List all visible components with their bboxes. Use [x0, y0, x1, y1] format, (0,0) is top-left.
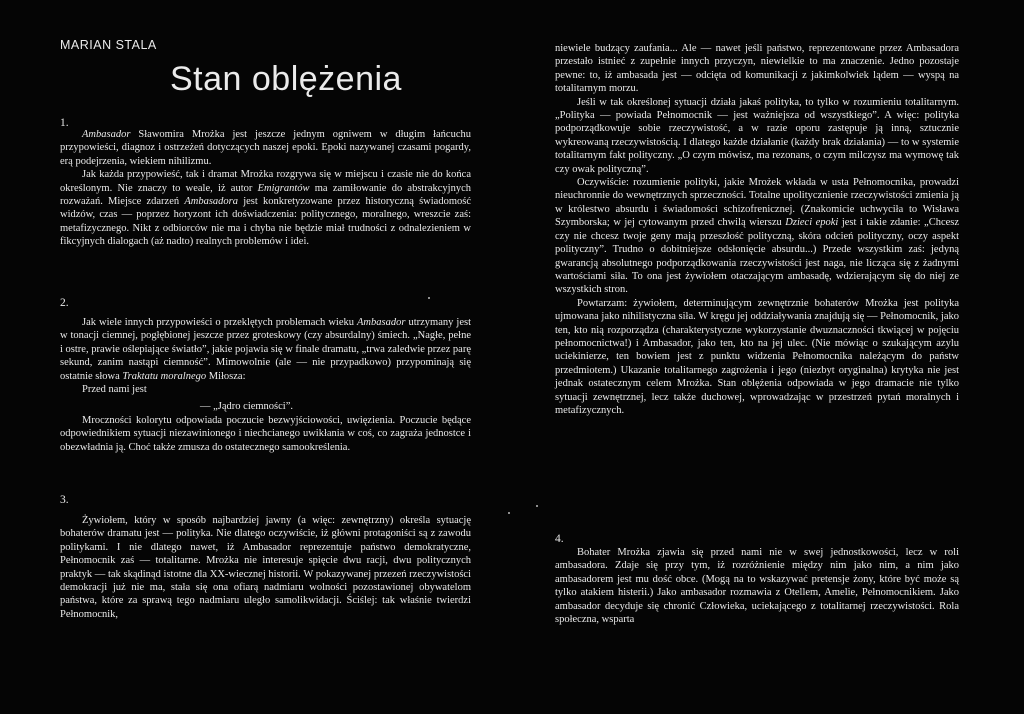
section-number-4: 4.	[555, 533, 564, 545]
section-4-text	[555, 546, 959, 626]
paragraph: Powtarzam: żywiołem, determinującym zewnętrznie bohaterów Mrożka jest polityka ujmowana jako nihilistyczna siła. W kręgu jej oddziaływania znajdują się — Pełnomocnik, jako ten, kto nią rozporządza (charakterystyczne wykorzystanie dwuznaczności tkwiącej w pojęciu pełnomocnictwa!) i Ambasador, jako ten, kto na jej ulec. (Nie mówiąc o szukającym azylu uciekinierze, ten bowiem jest z punktu widzenia Pełnomocnika należącym do państw przedmiotem.) Ukazanie totalitarnego zagrożenia i jego (niezbyt oryginalna) krytyka nie jest jednak ostatecznym celem Mrożka. Stan oblężenia odpowiada w jego dramacie nie tylko sytuacji zewnętrznej, lecz także duchowej, wprowadzając w przestrzeń pytań moralnych i metafizycznych.	[555, 297, 959, 416]
section-1-text	[60, 128, 471, 249]
paragraph: Mroczności kolorytu odpowiada poczucie bezwyjściowości, uwięzienia. Poczucie będące odpowiednikiem sytuacji niezawinionego i niechcianego uwikłania w coś, co zagraża jednostce i obezwładnia ją. Choć także zmusza do ostatecznego samookreślenia.	[60, 414, 471, 453]
quote-line: — „Jądro ciemności”.	[200, 401, 294, 413]
paragraph: Jak każda przypowieść, tak i dramat Mrożka rozgrywa się w miejscu i czasie nie do końca określonym. Nie znaczy to weale, iż autor Emigrantów ma zamiłowanie do abstrakcyjnych rozważań. Miejsce zdarzeń Ambasadora jest konkretyzowane przez historyczną świadomość widzów, czas — poprzez horyzont ich doświadczenia: politycznego, moralnego, wreszcie zaś: metafizycznego. Nikt z odbiorców nie ma i chyba nie będzie miał trudności z odnalezieniem w fikcyjnych dialogach (aż nadto) realnych problemów i idei.	[60, 169, 471, 248]
section-2-text	[60, 316, 471, 454]
right-text-top	[555, 42, 959, 417]
paragraph: Ambasador Sławomira Mrożka jest jeszcze jednym ogniwem w długim łańcuchu przypowieści, diagnoz i ostrzeżeń dotyczących naszej epoki. Epoki nazywanej czasami pogardy, erą podejrzenia, wiekiem nihilizmu.	[60, 129, 471, 167]
article-title: Stan oblężenia	[170, 60, 402, 98]
paragraph: Bohater Mrożka zjawia się przed nami nie w swej jednostkowości, lecz w roli ambasadora. Zdaje się przy tym, iż rozróżnienie między nim jako nim, a nim jako ambasadorem jest mu dość obce. (Mogą na to wskazywać pretensje żony, które być może są tylko atakiem histerii.) Jako ambasador rozmawia z Otellem, Amelie, Pełnomocnikiem. Jako ambasador decyduje się chronić Człowieka, uciekającego z totalitarnej rzeczywistości. Rola społeczna, wsparta	[555, 547, 959, 626]
section-number-3: 3.	[60, 494, 69, 506]
paragraph: Oczywiście: rozumienie polityki, jakie Mrożek wkłada w usta Pełnomocnika, prowadzi nieuchronnie do wewnętrznych sprzeczności. Totalne upolitycznienie rzeczywistości zmienia ją w królestwo absurdu i świadomości schizofrenicznej. (Znakomicie uchwyciła to Wisława Szymborska; w jej cytowanym przed chwilą wierszu Dzieci epoki jest i takie zdanie: „Chcesz czy nie chcesz twoje geny mają przeszłość polityczną, skóra odcień polityczny, oczy aspekt polityczny”. Trudno o dobitniejsze odsłonięcie absurdu...) Przede wszystkim zaś: jedyną gwarancją absolutnego podporządkowania rzeczywistości jest naga, nie licząca się z żadnymi wartościami siła. To ona jest żywiołem otaczającym ambasadę, wdzierającym się do niej ze wszystkich stron.	[555, 177, 960, 296]
paragraph: Jeśli w tak określonej sytuacji działa jakaś polityka, to tylko w rozumieniu totalitarnym. „Polityka — powiada Pełnomocnik — jest ważniejsza od wszystkiego”. A więc: polityka podporządkowuje sobie rzeczywistość, a w razie oporu zastępuje ją inną, sztucznie wykreowaną rzeczywistością. I dlatego każde działanie (każdy brak działania) — to w systemie totalitarnym fakt polityczny. „O czym mówisz, ma rezonans, o czym milczysz ma wymowę tak czy owak polityczną”.	[555, 96, 959, 175]
quote-line: Przed nami jest	[82, 384, 147, 396]
section-3-text	[60, 514, 471, 621]
section-number-1: 1.	[60, 117, 69, 129]
paragraph: Jak wiele innych przypowieści o przeklętych problemach wieku Ambasador utrzymany jest w tonacji ciemnej, pogłębionej jeszcze przez groteskowy (czy absurdalny) śmiech. „Nagłe, pełne i ostre, prawie oślepiające światło”, jakie pojawia się w finale dramatu, „trwa zaledwie przez parę sekund, zanim nastąpi ciemność”. Mimowolnie (ale — nie przypadkowo) przypominają się ostatnie słowa Traktatu moralnego Miłosza:	[60, 317, 471, 382]
section-number-2: 2.	[60, 297, 69, 309]
scan-speck	[428, 297, 430, 299]
scan-speck	[536, 505, 538, 507]
author-name: MARIAN STALA	[60, 38, 157, 52]
paragraph: niewiele budzący zaufania... Ale — nawet jeśli państwo, reprezentowane przez Ambasadora przestało istnieć z zupełnie innych przyczyn, niewielkie to ma znaczenie. Jedno pozostaje pewne: to, iż ambasada jest — odcięta od komunikacji z jakimkolwiek lądem — wyspą na totalitarnym morzu.	[555, 43, 959, 95]
paragraph: Żywiołem, który w sposób najbardziej jawny (a więc: zewnętrzny) określa sytuację bohaterów dramatu jest — polityka. Nie dlatego oczywiście, iż główni protagoniści są z zawodu politykami. I nie dlatego nawet, iż Ambasador reprezentuje państwo demokratyczne, Pełnomocnik zaś — totalitarne. Mrożka nie interesuje spięcie dwu racji, dwu politycznych praktyk — tak skądinąd istotne dla XX-wiecznej historii. W pokazywanej przezeń rzeczywistości demokracji już nie ma, stała się ona ofiarą nadmiaru wolności pozostawionej obywatelom państwa, które za sprawą tego nadmiaru uległo samolikwidacji. Ściślej: tak właśnie twierdzi Pełnomocnik,	[60, 515, 471, 620]
scan-speck	[508, 512, 510, 514]
